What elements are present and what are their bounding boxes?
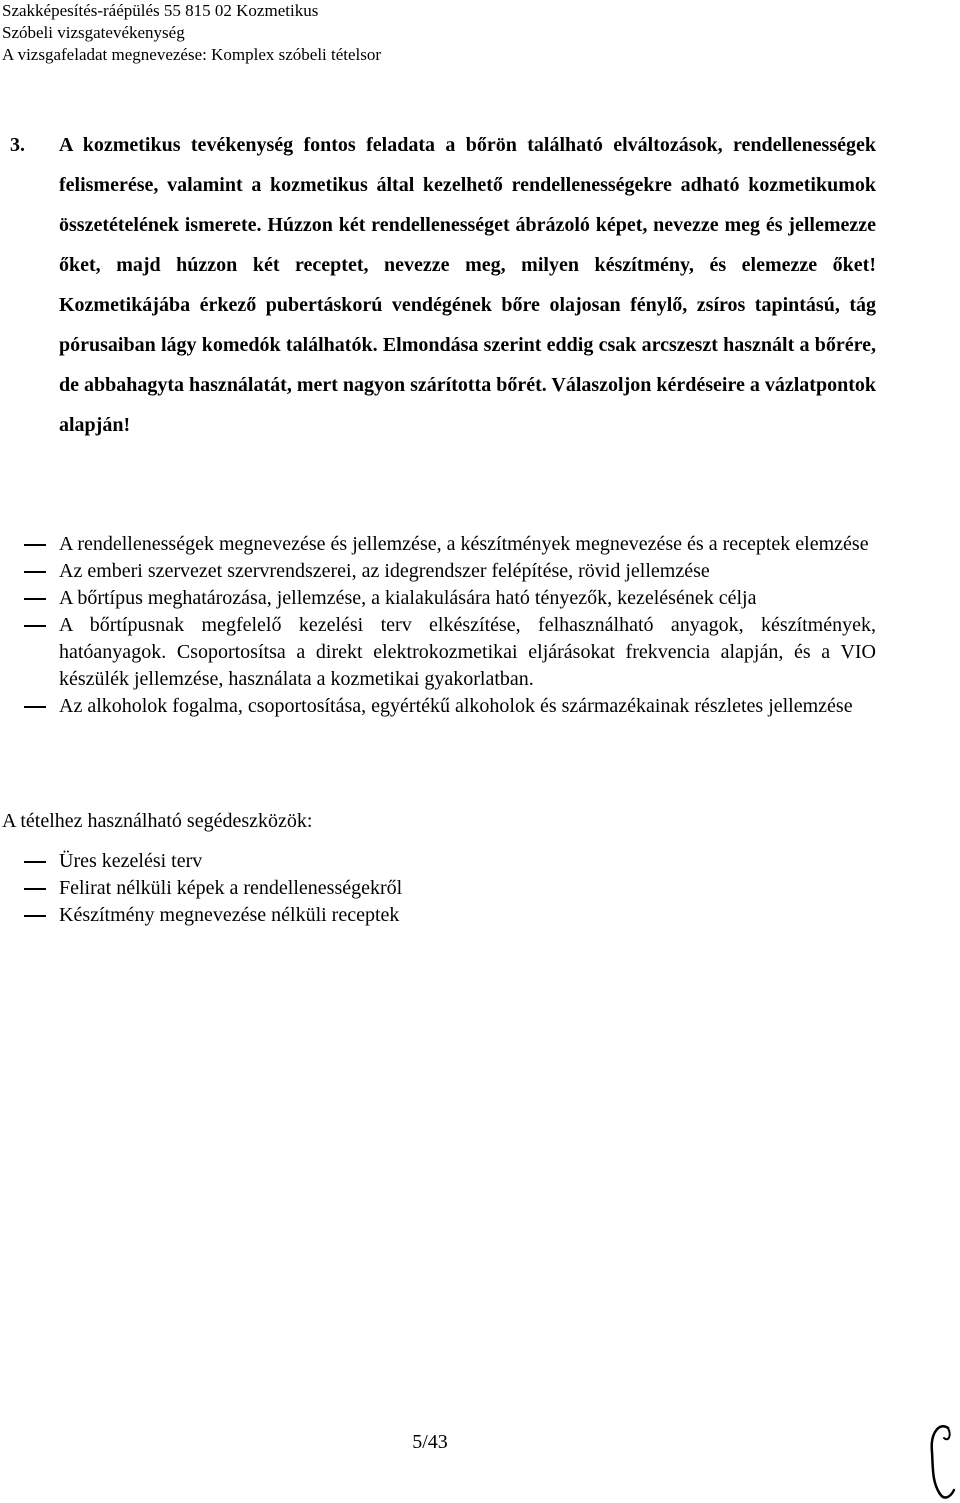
tool-item xyxy=(24,902,624,929)
tool-item-text: Felirat nélküli képek a rendellenességekről xyxy=(59,877,403,899)
tools-heading: A tételhez használható segédeszközök: xyxy=(2,810,313,832)
outline-point xyxy=(24,693,876,720)
outline-point-text: A rendellenességek megnevezése és jellemzése, a készítmények megnevezése és a receptek elemzése xyxy=(59,533,869,555)
document-header xyxy=(2,0,562,66)
outline-point-text: Az emberi szervezet szervrendszerei, az idegrendszer felépítése, rövid jellemzése xyxy=(59,560,710,582)
outline-point-text: A bőrtípus meghatározása, jellemzése, a kialakulására ható tényezők, kezelésének célja xyxy=(59,587,757,609)
outline-point xyxy=(24,585,876,612)
tool-item xyxy=(24,875,624,902)
task-description: A kozmetikus tevékenység fontos feladata a bőrön található elváltozások, rendellenességek felismerése, valamint a kozmetikus által kezelhető rendellenességekre adható kozmetikumok összetételének ismerete. Húzzon két rendellenességet ábrázoló képet, nevezze meg és jellemezze őket, majd húzzon két receptet, nevezze meg, milyen készítmény, és elemezze őket! Kozmetikájába érkező pubertáskorú vendégének bőre olajosan fénylő, zsíros tapintású, tág pórusaiban lágy komedók találhatók. Elmondása szerint eddig csak arcszeszt használt a bőrére, de abbahagyta használatát, mert nagyon szárította bőrét. Válaszoljon kérdéseire a vázlatpontok alapján! xyxy=(59,134,876,436)
outline-point-text: Az alkoholok fogalma, csoportosítása, egyértékű alkoholok és származékainak részletes jellemzése xyxy=(59,695,853,717)
page-number: 5/43 xyxy=(412,1431,448,1453)
tool-item-text: Üres kezelési terv xyxy=(59,850,203,872)
handwritten-signature-icon xyxy=(918,1418,960,1503)
outline-point xyxy=(24,558,876,585)
outline-point-text: A bőrtípusnak megfelelő kezelési terv elkészítése, felhasználható anyagok, készítmények, hatóanyagok. Csoportosítsa a direkt elektrokozmetikai eljárásokat frekvencia alapján, és a VIO készülék jellemzése, használata a kozmetikai gyakorlatban. xyxy=(59,614,876,690)
outline-point xyxy=(24,612,876,693)
tools-list xyxy=(24,848,624,929)
outline-point xyxy=(24,531,876,558)
header-qualification: Szakképesítés-ráépülés 55 815 02 Kozmetikus xyxy=(2,1,319,20)
header-exam-activity: Szóbeli vizsgatevékenység xyxy=(2,23,185,42)
tool-item xyxy=(24,848,624,875)
header-task-name: A vizsgafeladat megnevezése: Komplex szóbeli tételsor xyxy=(2,45,382,64)
task-number: 3. xyxy=(10,134,25,156)
outline-points-list xyxy=(24,531,876,720)
tool-item-text: Készítmény megnevezése nélküli receptek xyxy=(59,904,400,926)
